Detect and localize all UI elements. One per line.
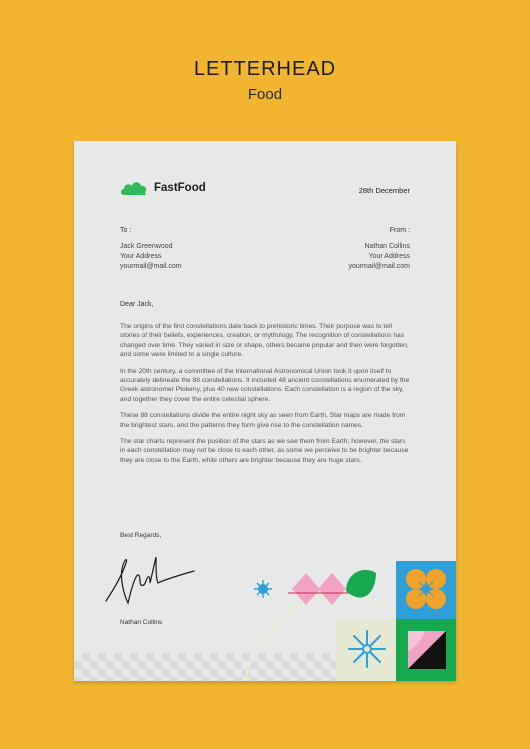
- body-paragraph: These 88 constellations divide the entire night sky as seen from Earth. Star maps are made from the brightest stars, and the patterns they form give rise to the constellation names.: [120, 412, 406, 429]
- recipient-address: Your Address: [120, 253, 162, 260]
- to-label: To :: [120, 227, 132, 234]
- letter-sheet: [74, 141, 456, 681]
- letterhead-subtitle: Food: [247, 86, 283, 103]
- closing: Best Regards,: [120, 532, 162, 539]
- body-paragraph: The star charts represent the position of the stars as we see them from Earth; however, the stars in each constellation may not be close to each other, as some we perceive to be brighter because they are close to the Earth, while others are brighter because they are huge stars.: [120, 438, 409, 464]
- sender-email: yourmail@mail.com: [348, 263, 410, 270]
- greeting: Dear Jack,: [120, 301, 154, 308]
- sender-name: Nathan Collins: [364, 243, 410, 250]
- letter-date: 28th December: [358, 186, 410, 195]
- asterisk-icon: [349, 631, 385, 667]
- body-paragraph: In the 20th century, a committee of the International Astronomical Union took it upon itself to accurately delineate the 88 constellations. It included 48 ancient constellations enumerated by the Greek astronomer Ptolemy, plus 40 new constellations. Each constellation is a region of the sky, and together they cover the entire celestial sphere.: [120, 367, 410, 403]
- decorative-shapes: [74, 141, 456, 681]
- from-label: From :: [389, 227, 410, 234]
- recipient-name: Jack Greenwood: [120, 243, 173, 250]
- letterhead-title: LETTERHEAD: [193, 58, 337, 80]
- half-circle-shape: [408, 631, 446, 669]
- recipient-email: yourmail@mail.com: [120, 263, 182, 270]
- sender-address: Your Address: [368, 253, 410, 260]
- green-leaf-shape: [346, 570, 376, 598]
- brand-name: FastFood: [154, 182, 206, 194]
- body-paragraph: The origins of the first constellations date back to prehistoric times. Their purpose was to tell stories of their beliefs, experiences, creation, or mythology. The recognition of constellations has changed over time. They varied in size or shape, others became popular and then were forgotten, and some were limited to a single culture.: [120, 323, 409, 359]
- signer-name: Nathan Collins: [120, 619, 163, 626]
- sparkle-icon: [254, 580, 272, 598]
